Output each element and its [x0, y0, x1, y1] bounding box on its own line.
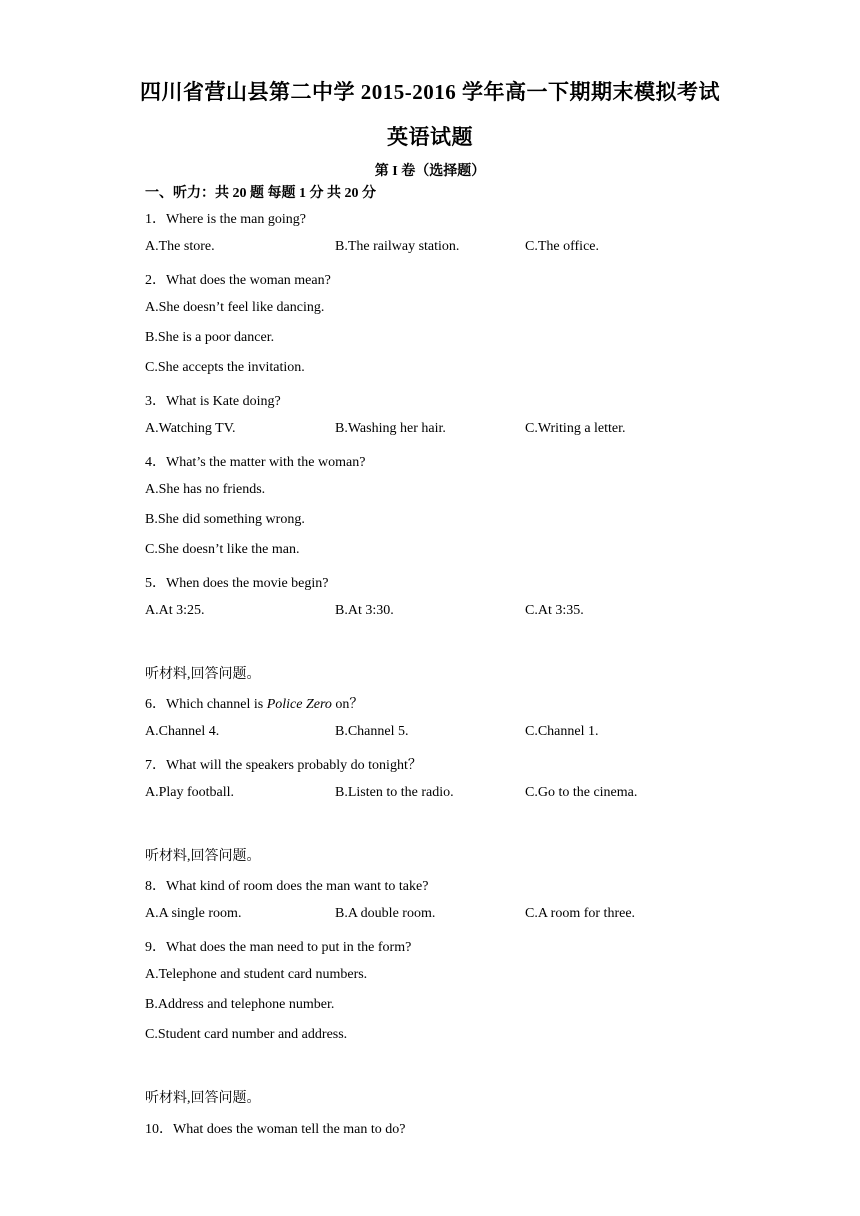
part-heading: 第 I 卷（选择题）: [374, 164, 486, 179]
q9-option-a: A.Telephone and student card numbers.: [145, 967, 368, 982]
q4-option-c: C.She doesn’t like the man.: [145, 542, 300, 557]
q7-option-a: A.Play football.: [145, 785, 235, 800]
q4-option-a: A.She has no friends.: [145, 482, 266, 497]
q9-option-c: C.Student card number and address.: [145, 1027, 348, 1042]
question-2: 2．What does the woman mean?: [145, 273, 331, 288]
q8-option-c: C.A room for three.: [525, 906, 636, 921]
question-4: 4．What’s the matter with the woman?: [145, 455, 366, 470]
q2-option-c: C.She accepts the invitation.: [145, 360, 305, 375]
question-7: 7．What will the speakers probably do tonight？: [145, 758, 422, 773]
listening-section-heading: 一、听力：共 20 题 每题 1 分 共 20 分: [145, 186, 376, 201]
q1-option-c: C.The office.: [525, 239, 599, 254]
q2-option-a: A.She doesn’t feel like dancing.: [145, 300, 325, 315]
q9-option-b: B.Address and telephone number.: [145, 997, 335, 1012]
q1-option-b: B.The railway station.: [335, 239, 460, 254]
q3-option-c: C.Writing a letter.: [525, 421, 626, 436]
q1-option-a: A.The store.: [145, 239, 215, 254]
q5-option-c: C.At 3:35.: [525, 603, 584, 618]
q7-option-b: B.Listen to the radio.: [335, 785, 454, 800]
q8-option-a: A.A single room.: [145, 906, 242, 921]
q6-option-a: A.Channel 4.: [145, 724, 220, 739]
question-8: 8．What kind of room does the man want to take?: [145, 879, 429, 894]
q4-option-b: B.She did something wrong.: [145, 512, 305, 527]
question-10: 10．What does the woman tell the man to do?: [145, 1122, 406, 1137]
question-6: [145, 693, 363, 713]
q6-stem-end: on？: [331, 697, 364, 712]
exam-title: 四川省营山县第二中学 2015-2016 学年高一下期期末模拟考试: [140, 80, 720, 104]
q3-option-b: B.Washing her hair.: [335, 421, 446, 436]
q6-stem-start: 6．Which channel is: [145, 697, 267, 712]
q3-option-a: A.Watching TV.: [145, 421, 236, 436]
q2-option-b: B.She is a poor dancer.: [145, 330, 275, 345]
q6-option-b: B.Channel 5.: [335, 724, 409, 739]
material-prompt: 听材料,回答问题。: [145, 849, 261, 864]
q7-option-c: C.Go to the cinema.: [525, 785, 638, 800]
q5-option-b: B.At 3:30.: [335, 603, 394, 618]
material-prompt: 听材料,回答问题。: [145, 1091, 261, 1106]
exam-subject-title: 英语试题: [387, 125, 473, 149]
material-prompt: 听材料,回答问题。: [145, 667, 261, 682]
question-9: 9．What does the man need to put in the form?: [145, 940, 412, 955]
question-5: 5．When does the movie begin?: [145, 576, 329, 591]
question-1: 1．Where is the man going?: [145, 212, 306, 227]
q6-option-c: C.Channel 1.: [525, 724, 599, 739]
question-3: 3．What is Kate doing?: [145, 394, 281, 409]
q6-program-title: Police Zero: [266, 697, 332, 712]
q8-option-b: B.A double room.: [335, 906, 436, 921]
q5-option-a: A.At 3:25.: [145, 603, 205, 618]
